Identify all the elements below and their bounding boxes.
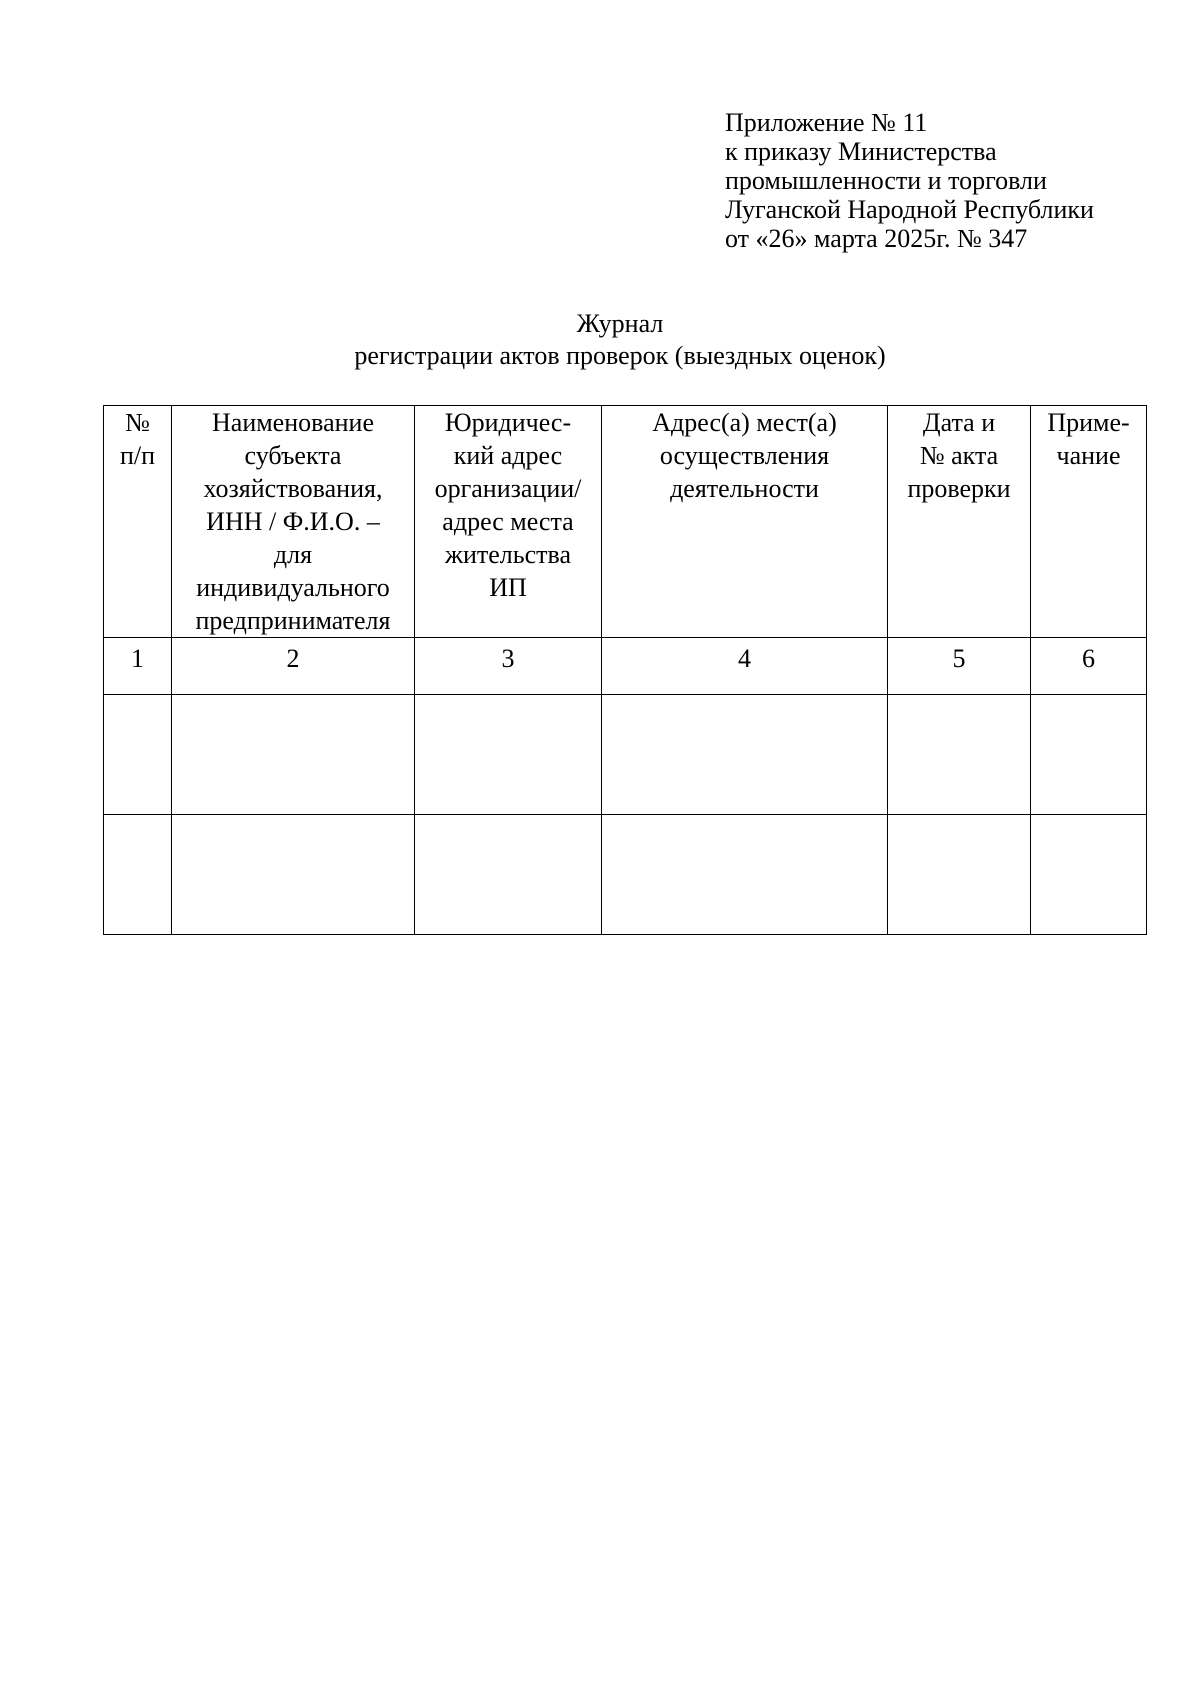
empty-cell [104,695,172,815]
title-line-2: регистрации актов проверок (выездных оценок) [354,341,886,370]
column-number-cell: 3 [415,638,602,695]
title-line-1: Журнал [576,309,664,338]
empty-cell [415,815,602,935]
column-number-cell: 2 [172,638,415,695]
journal-table [103,405,1147,935]
appendix-reference [725,108,1094,253]
empty-cell [602,815,888,935]
document-title [0,308,1200,372]
header-cell-act-date-number: Дата и № акта проверки [888,406,1031,638]
header-cell-entity-name: Наименование субъекта хозяйствования, ИНН / Ф.И.О. – для индивидуального предпринимателя [172,406,415,638]
column-number-cell: 4 [602,638,888,695]
appendix-line: к приказу Министерства [725,137,997,166]
appendix-line: промышленности и торговли [725,166,1047,195]
empty-cell [1031,815,1147,935]
column-number-cell: 1 [104,638,172,695]
table-row [104,695,1147,815]
header-cell-legal-address: Юридичес- кий адрес организации/ адрес места жительства ИП [415,406,602,638]
column-number-cell: 6 [1031,638,1147,695]
empty-cell [172,695,415,815]
empty-cell [172,815,415,935]
appendix-line: Приложение № 11 [725,108,928,137]
empty-cell [602,695,888,815]
appendix-line: Луганской Народной Республики [725,195,1094,224]
header-cell-activity-address: Адрес(а) мест(а) осуществления деятельности [602,406,888,638]
empty-cell [888,815,1031,935]
empty-cell [1031,695,1147,815]
column-number-cell: 5 [888,638,1031,695]
header-cell-number: № п/п [104,406,172,638]
empty-cell [104,815,172,935]
table-row [104,815,1147,935]
table-header-row [104,406,1147,638]
appendix-line: от «26» марта 2025г. № 347 [725,224,1028,253]
column-number-row [104,638,1147,695]
empty-cell [888,695,1031,815]
header-cell-note: Приме- чание [1031,406,1147,638]
empty-cell [415,695,602,815]
